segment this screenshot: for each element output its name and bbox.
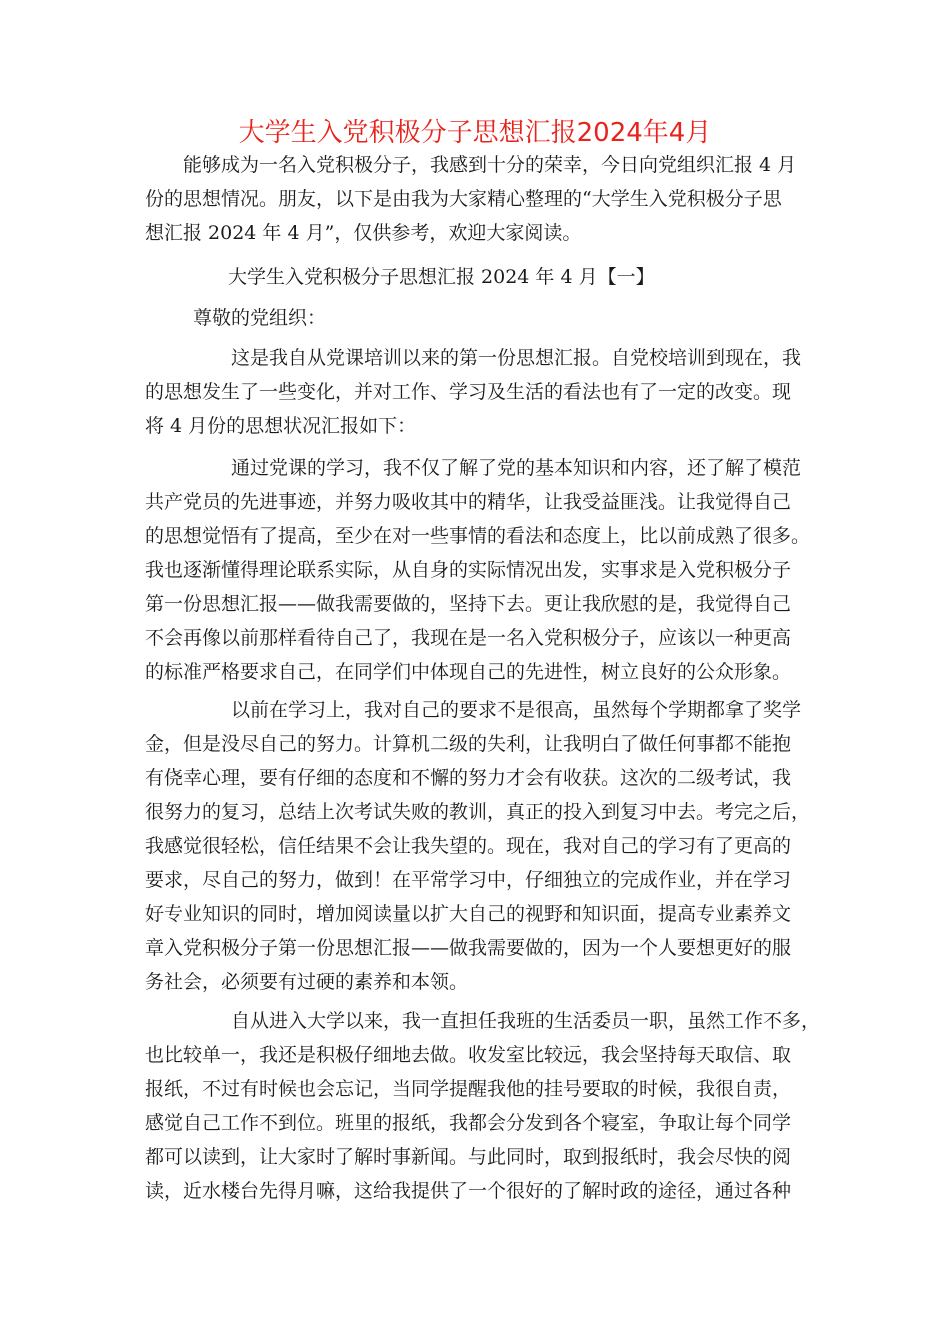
salutation: 尊敬的党组织： <box>193 307 327 329</box>
section-heading: 大学生入党积极分子思想汇报 2024 年 4 月【一】 <box>228 266 655 288</box>
document-title: 大学生入党积极分子思想汇报2024年4月 <box>238 118 712 148</box>
paragraph-line: 通过党课的学习，我不仅了解了党的基本知识和内容，还了解了模范 <box>231 457 802 479</box>
paragraph-line: 不会再像以前那样看待自己了，我现在是一名入党积极分子，应该以一种更高 <box>145 627 792 649</box>
paragraph-line: 共产党员的先进事迹，并努力吸收其中的精华，让我受益匪浅。让我觉得自己 <box>145 491 792 513</box>
paragraph-line: 务社会，必须要有过硬的素养和本领。 <box>145 971 469 993</box>
paragraph-line: 以前在学习上，我对自己的要求不是很高，虽然每个学期都拿了奖学 <box>231 699 802 721</box>
paragraph-line: 自从进入大学以来，我一直担任我班的生活委员一职，虽然工作不多， <box>231 1010 821 1032</box>
paragraph-line: 都可以读到，让大家时了解时事新闻。与此同时，取到报纸时，我会尽快的阅 <box>145 1146 792 1168</box>
paragraph-line: 的思想发生了一些变化，并对工作、学习及生活的看法也有了一定的改变。现 <box>145 381 792 403</box>
paragraph-line: 章入党积极分子第一份思想汇报——做我需要做的，因为一个人要想更好的服 <box>145 937 792 959</box>
paragraph-line: 的思想觉悟有了提高，至少在对一些事情的看法和态度上，比以前成熟了很多。 <box>145 525 811 547</box>
paragraph-line: 报纸，不过有时候也会忘记，当同学提醒我他的挂号要取的时候，我很自责， <box>145 1078 792 1100</box>
paragraph-line: 我感觉很轻松，信任结果不会让我失望的。现在，我对自己的学习有了更高的 <box>145 835 792 857</box>
paragraph-line: 我也逐渐懂得理论联系实际，从自身的实际情况出发，实事求是入党积极分子 <box>145 559 792 581</box>
paragraph-line: 有侥幸心理，要有仔细的态度和不懈的努力才会有收获。这次的二级考试，我 <box>145 767 792 789</box>
paragraph-line: 要求，尽自己的努力，做到！在平常学习中，仔细独立的完成作业，并在学习 <box>145 869 792 891</box>
paragraph-line: 将 4 月份的思想状况汇报如下： <box>145 415 417 437</box>
paragraph-line: 第一份思想汇报——做我需要做的，坚持下去。更让我欣慰的是，我觉得自己 <box>145 593 792 615</box>
paragraph-line: 很努力的复习，总结上次考试失败的教训，真正的投入到复习中去。考完之后， <box>145 801 811 823</box>
intro-line: 想汇报 2024 年 4 月”，仅供参考，欢迎大家阅读。 <box>145 222 582 244</box>
paragraph-line: 的标准严格要求自己，在同学们中体现自己的先进性，树立良好的公众形象。 <box>145 661 792 683</box>
paragraph-line: 也比较单一，我还是积极仔细地去做。收发室比较远，我会坚持每天取信、取 <box>145 1044 792 1066</box>
paragraph-line: 感觉自己工作不到位。班里的报纸，我都会分发到各个寝室，争取让每个同学 <box>145 1112 792 1134</box>
paragraph-line: 好专业知识的同时，增加阅读量以扩大自己的视野和知识面，提高专业素养文 <box>145 903 792 925</box>
intro-line: 份的思想情况。朋友，以下是由我为大家精心整理的“大学生入党积极分子思 <box>145 188 782 210</box>
intro-line: 能够成为一名入党积极分子，我感到十分的荣幸，今日向党组织汇报 4 月 <box>183 154 797 176</box>
paragraph-line: 金，但是没尽自己的努力。计算机二级的失利，让我明白了做任何事都不能抱 <box>145 733 792 755</box>
paragraph-line: 这是我自从党课培训以来的第一份思想汇报。自党校培训到现在，我 <box>231 347 802 369</box>
paragraph-line: 读，近水楼台先得月嘛，这给我提供了一个很好的了解时政的途径，通过各种 <box>145 1180 792 1202</box>
